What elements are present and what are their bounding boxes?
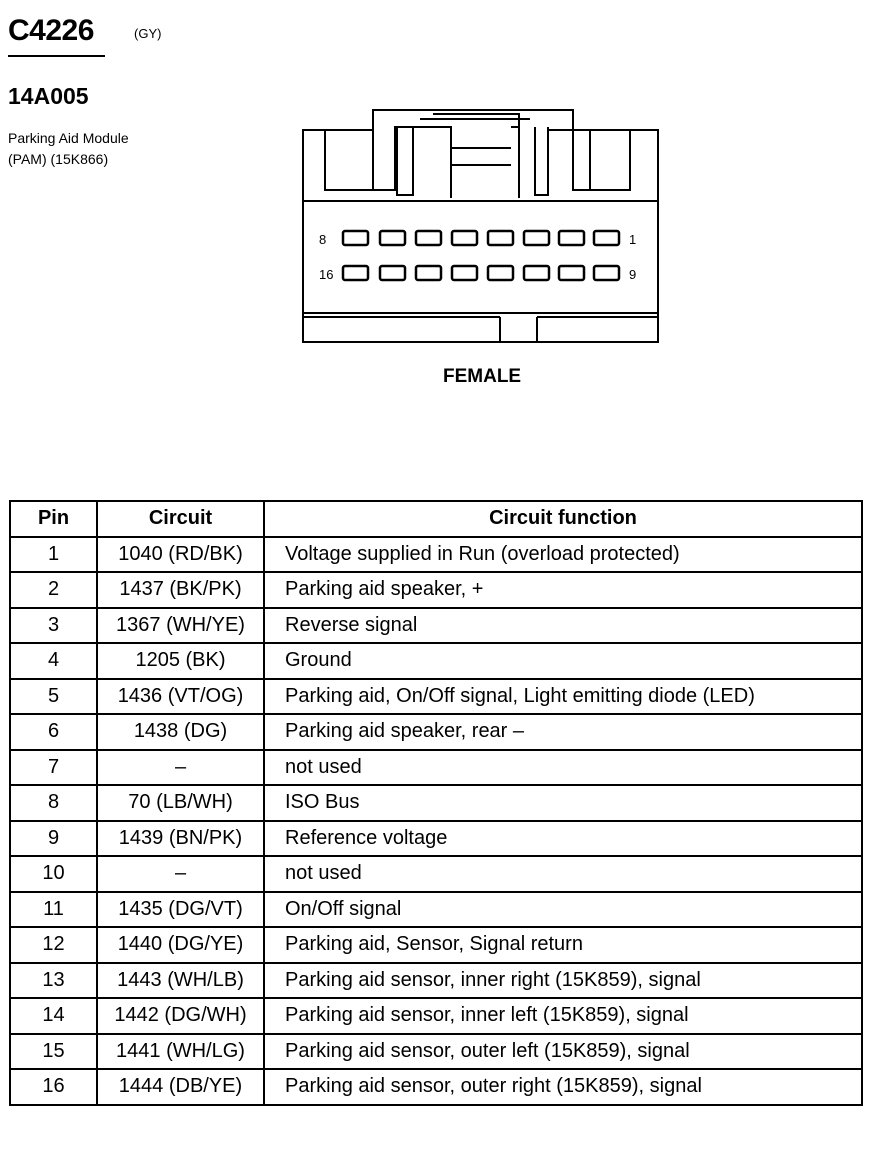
circuit-cell: 1205 (BK) <box>97 643 264 679</box>
table-header-row <box>10 501 862 537</box>
circuit-cell: 1040 (RD/BK) <box>97 537 264 573</box>
table-row <box>10 821 862 857</box>
circuit-cell: 1438 (DG) <box>97 714 264 750</box>
function-cell: Parking aid speaker, rear – <box>264 714 862 750</box>
connector-code-underline <box>8 55 105 57</box>
pin-cavity <box>416 266 441 280</box>
pin-cell: 7 <box>10 750 97 786</box>
function-cell: not used <box>264 856 862 892</box>
pin-cavity <box>524 231 549 245</box>
table-row <box>10 785 862 821</box>
module-description-line1: Parking Aid Module <box>8 130 129 146</box>
circuit-cell: 1439 (BN/PK) <box>97 821 264 857</box>
function-cell: Reverse signal <box>264 608 862 644</box>
pin-cell: 13 <box>10 963 97 999</box>
connector-housing <box>303 110 658 342</box>
function-cell: Reference voltage <box>264 821 862 857</box>
table-row <box>10 927 862 963</box>
table-row <box>10 643 862 679</box>
function-cell: Parking aid sensor, inner left (15K859), signal <box>264 998 862 1034</box>
table-row <box>10 998 862 1034</box>
circuit-cell: 1436 (VT/OG) <box>97 679 264 715</box>
connector-code: C4226 <box>8 14 94 47</box>
connector-face-diagram <box>0 0 874 400</box>
pin-cell: 2 <box>10 572 97 608</box>
function-cell: Ground <box>264 643 862 679</box>
pinout-table <box>9 500 863 1106</box>
pin-cavity <box>488 231 513 245</box>
function-cell: ISO Bus <box>264 785 862 821</box>
function-cell: Parking aid sensor, inner right (15K859), signal <box>264 963 862 999</box>
circuit-cell: 1442 (DG/WH) <box>97 998 264 1034</box>
pin-cavity <box>524 266 549 280</box>
pin-cell: 12 <box>10 927 97 963</box>
pin-label-8: 8 <box>319 232 327 247</box>
pin-cell: 6 <box>10 714 97 750</box>
function-cell: Parking aid, On/Off signal, Light emitting diode (LED) <box>264 679 862 715</box>
function-cell: On/Off signal <box>264 892 862 928</box>
pin-cell: 4 <box>10 643 97 679</box>
pin-label-16: 16 <box>319 267 334 282</box>
circuit-cell: 1435 (DG/VT) <box>97 892 264 928</box>
pin-cavity <box>594 231 619 245</box>
pin-cavity <box>416 231 441 245</box>
table-row <box>10 679 862 715</box>
column-header-circuit: Circuit <box>97 501 264 537</box>
circuit-cell: – <box>97 750 264 786</box>
circuit-cell: 1443 (WH/LB) <box>97 963 264 999</box>
pin-label-1: 1 <box>629 232 637 247</box>
circuit-cell: 1367 (WH/YE) <box>97 608 264 644</box>
pin-cavity <box>594 266 619 280</box>
function-cell: Parking aid sensor, outer left (15K859), signal <box>264 1034 862 1070</box>
function-cell: Parking aid sensor, outer right (15K859), signal <box>264 1069 862 1105</box>
table-row <box>10 750 862 786</box>
part-number: 14A005 <box>8 83 89 109</box>
pin-cavity <box>343 266 368 280</box>
pin-cavity <box>488 266 513 280</box>
pin-label-9: 9 <box>629 267 637 282</box>
column-header-function: Circuit function <box>264 501 862 537</box>
table-row <box>10 608 862 644</box>
circuit-cell: 70 (LB/WH) <box>97 785 264 821</box>
function-cell: not used <box>264 750 862 786</box>
table-row <box>10 1069 862 1105</box>
table-row <box>10 963 862 999</box>
pin-cell: 5 <box>10 679 97 715</box>
pin-cavity <box>559 231 584 245</box>
pin-cell: 15 <box>10 1034 97 1070</box>
pin-cavity <box>452 231 477 245</box>
pin-cell: 11 <box>10 892 97 928</box>
table-row <box>10 856 862 892</box>
table-row <box>10 572 862 608</box>
table-row <box>10 1034 862 1070</box>
pin-cavity <box>380 231 405 245</box>
connector-gender-label: FEMALE <box>443 366 522 387</box>
pin-cavity <box>380 266 405 280</box>
pin-cell: 8 <box>10 785 97 821</box>
circuit-cell: 1440 (DG/YE) <box>97 927 264 963</box>
table-row <box>10 714 862 750</box>
function-cell: Voltage supplied in Run (overload protected) <box>264 537 862 573</box>
function-cell: Parking aid, Sensor, Signal return <box>264 927 862 963</box>
circuit-cell: 1444 (DB/YE) <box>97 1069 264 1105</box>
table-row <box>10 892 862 928</box>
pin-cell: 16 <box>10 1069 97 1105</box>
pin-cavity <box>343 231 368 245</box>
pin-cell: 1 <box>10 537 97 573</box>
circuit-cell: 1437 (BK/PK) <box>97 572 264 608</box>
pin-cell: 10 <box>10 856 97 892</box>
column-header-pin: Pin <box>10 501 97 537</box>
pin-cell: 14 <box>10 998 97 1034</box>
table-row <box>10 537 862 573</box>
connector-color: (GY) <box>134 26 162 41</box>
function-cell: Parking aid speaker, + <box>264 572 862 608</box>
pin-cell: 3 <box>10 608 97 644</box>
circuit-cell: – <box>97 856 264 892</box>
pin-cavity <box>452 266 477 280</box>
module-description-line2: (PAM) (15K866) <box>8 151 109 167</box>
pin-cell: 9 <box>10 821 97 857</box>
circuit-cell: 1441 (WH/LG) <box>97 1034 264 1070</box>
pin-cavity <box>559 266 584 280</box>
